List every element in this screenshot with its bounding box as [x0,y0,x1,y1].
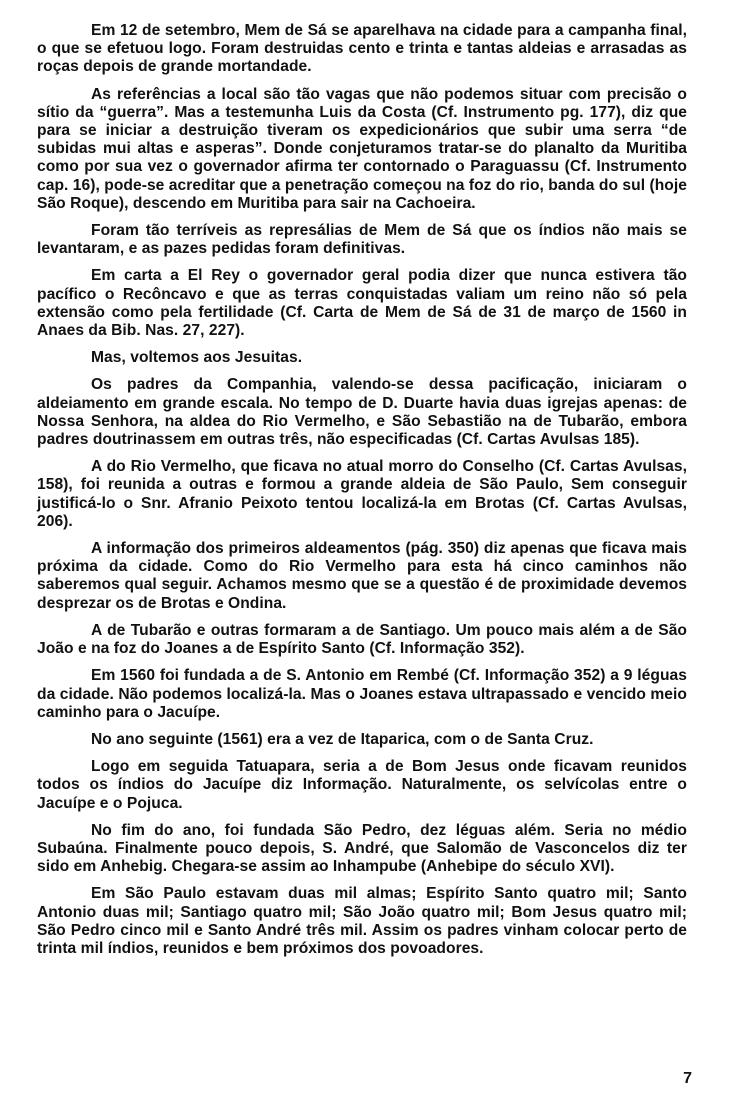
paragraph-text: A de Tubarão e outras formaram a de Santiago. Um pouco mais além a de São João e na foz do Joanes a de Espírito Santo [37,621,687,658]
paragraph [37,540,687,613]
citation-text: (pág. 350) [405,540,480,558]
citation-text: (Cf. Instrumento cap. 16) [37,158,687,194]
citation-text: Informação. [302,776,392,794]
paragraph-text: No ano seguinte (1561) era a vez de Itaparica, com o de Santa Cruz. [91,730,594,748]
paragraph-text: Em carta a El Rey o governador geral podia dizer que nunca estivera tão pacífico o Recôncavo e que as terras conquistadas valiam um reino não só pela extensão como pela fertilidade [37,267,687,321]
paragraph-text: Em 12 de setembro, Mem de Sá se aparelhava na cidade para a campanha final, o que se efetuou logo. Foram destruidas cento e trinta e tantas aldeias e arrasadas as roças depois de grande mortandade. [37,22,687,76]
paragraph-text: No fim do ano, foi fundada São Pedro, dez léguas além. Seria no médio Subaúna. Finalmente pouco depois, S. André, que Salomão de Vasconcelos diz ter sido em Anhebig. Chegara-se assim ao Inhampube (Anhebipe do século XVI). [37,821,687,876]
paragraph-text: As referências a local são tão vagas que não podemos situar com precisão o sítio da “guerra”. Mas a testemunha Luis da Costa [37,85,687,121]
paragraph [37,731,687,749]
citation-text: (Cf. Cartas Avulsas, 158) [37,458,687,494]
citation-text: (Cf. Informação 352) [453,667,606,685]
paragraph [37,376,687,449]
paragraph [37,86,687,213]
paragraph-text: Os padres da Companhia, valendo-se dessa pacificação, iniciaram o aldeiamento em grande escala. No tempo de D. Duarte havia duas igrejas apenas: de Nossa Senhora, na aldea do Rio Vermelho, e São Sebastião na de Tubarão, embora padres doutrinassem em outras três, não especificadas [37,376,687,449]
paragraph-text: Logo em seguida Tatuapara, seria a de Bom Jesus onde ficavam reunidos todos os índios do Jacuípe diz [37,758,687,794]
paragraph-text: diz apenas que ficava mais próxima da cidade. Como do Rio Vermelho para esta há cinco caminhos não saberemos qual seguir. Achamos mesmo que se a questão é de proximidade devemos desprezar os de Brotas e Ondina. [37,540,687,612]
citation-text: (Cf. Informação 352). [369,640,525,658]
paragraph [37,885,687,958]
paragraph-text: Em 1560 foi fundada a de S. Antonio em Rembé [91,667,454,685]
paragraph-text: , diz que para se iniciar a destruição tiveram os expedicionários que subir uma serra “de subidas mui altas e asperas”. Donde conjeturamos tratar-se do planalto da Muritiba como por sua vez o governador afirma ter contornado o Paraguassu [37,103,688,176]
paragraph-text: , pode-se acreditar que a penetração começou na foz do rio, banda do sul (hoje São Roque), descendo em Muritiba para sair na Cachoeira. [37,176,687,212]
paragraph [37,267,687,340]
paragraph [37,667,687,722]
paragraph [37,222,687,258]
paragraph-text: A do Rio Vermelho, que ficava no atual morro do Conselho [91,458,539,476]
text-body [37,22,687,967]
citation-text: (Cf. Cartas Avulsas 185). [456,431,640,449]
paragraph-text: Em São Paulo estavam duas mil almas; Espírito Santo quatro mil; Santo Antonio duas mil; Santiago quatro mil; São João quatro mil; Bom Jesus quatro mil; São Pedro cinco mil e Santo André três mil. Assim os padres vinham colocar perto de trinta mil índios, reunidos e bem próximos dos povoadores. [37,885,687,957]
paragraph-text: , foi reunida a outras e formou a grande aldeia de São Paulo, Sem conseguir justificá-lo o Snr. Afranio Peixoto tentou localizá-la em Brotas [37,476,687,512]
paragraph-text: Naturalmente, os selvícolas entre o Jacuípe e o Pojuca. [37,776,687,812]
paragraph [37,458,687,531]
citation-text: (Cf. Carta de Mem de Sá de 31 de março de 1560 in Anaes da Bib. Nas. 27, 227). [37,303,687,340]
paragraph-text: A informação dos primeiros aldeamentos [91,540,406,558]
page-number: 7 [683,1070,692,1087]
paragraph-text: Foram tão terríveis as represálias de Mem de Sá que os índios não mais se levantaram, e as pazes pedidas foram definitivas. [37,222,687,258]
paragraph [37,349,687,367]
paragraph [37,22,687,77]
paragraph-text: a 9 léguas da cidade. Não podemos localizá-la. Mas o Joanes estava ultrapassado e vencido meio caminho para o Jacuípe. [37,667,687,721]
paragraph-text: Mas, voltemos aos Jesuitas. [91,349,303,367]
paragraph [37,822,687,877]
paragraph [37,758,687,813]
citation-text: (Cf. Cartas Avulsas, 206). [37,494,687,530]
citation-text: (Cf. Instrumento pg. 177) [431,103,622,121]
paragraph [37,622,687,658]
